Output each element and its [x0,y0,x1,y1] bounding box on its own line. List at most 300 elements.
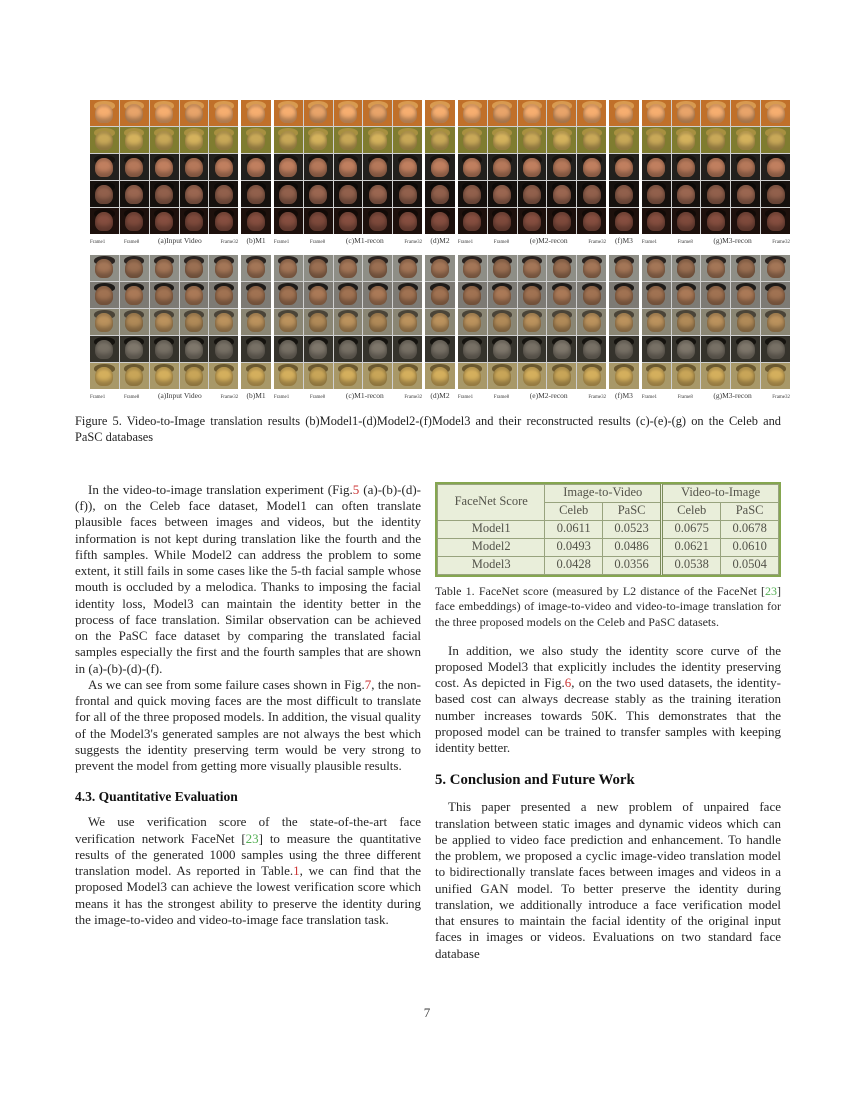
face-thumbnail [363,363,392,389]
text-segment: , on the two used datasets, the identity-based cost can always decrease stably as the training iteration number increases towards 50K. This demonstrates that the proposed model can be trained to transfer samples with keeping identity better. [435,675,781,756]
face-thumbnail [120,336,149,362]
table-subheader: Celeb [545,502,603,520]
face-thumbnail [488,336,517,362]
reference-red: 1 [293,863,300,878]
score-cell: 0.0538 [662,556,721,574]
face-thumbnail [120,255,149,281]
face-thumbnail [642,309,671,335]
table-group-video-to-image: Video-to-Image [662,484,779,502]
face-thumbnail [304,154,333,180]
face-thumbnail [731,363,760,389]
face-thumbnail [241,208,271,234]
table-subheader: Celeb [662,502,721,520]
figure-block-labels [241,389,271,404]
frame-label: Frame8 [309,240,326,245]
face-thumbnail [672,363,701,389]
figure-block [274,100,422,249]
face-thumbnail [150,336,179,362]
face-thumbnail [274,255,303,281]
face-thumbnail [488,154,517,180]
face-thumbnail [209,282,238,308]
paragraph [75,482,421,677]
page-content [75,100,791,962]
face-thumbnail [731,282,760,308]
face-thumbnail [701,282,730,308]
face-thumbnail [731,208,760,234]
face-thumbnail [577,282,606,308]
facenet-score-table [437,484,779,575]
score-cell: 0.0356 [603,556,662,574]
face-thumbnail [488,181,517,207]
face-thumbnail [363,181,392,207]
face-thumbnail [363,127,392,153]
face-thumbnail [761,154,790,180]
face-thumbnail [518,282,547,308]
frame-label: Frame1 [90,240,106,245]
face-thumbnail [363,336,392,362]
face-thumbnail [209,208,238,234]
text-segment: , we can find that the proposed Model3 can achieve the lowest verification score which means it has the strongest ability to preserve the identity during the image-to-video and video-to-image face translation task. [75,863,421,927]
face-thumbnail [90,154,119,180]
face-grid [274,255,422,389]
face-grid [90,100,238,234]
face-thumbnail [761,363,790,389]
figure-block-labels [274,234,422,249]
face-thumbnail [731,336,760,362]
face-thumbnail [458,309,487,335]
face-thumbnail [642,208,671,234]
text-segment: ] face embeddings) of image-to-video and video-to-image translation for the three proposed models on the Celeb and PaSC datasets. [435,583,781,629]
face-thumbnail [458,363,487,389]
face-thumbnail [425,282,455,308]
text-segment: ] to measure the quantitative results of the generated 1000 samples using the three different translation model. As reported in Table. [75,830,421,878]
block-label: (d)M2 [430,391,450,400]
left-column [75,482,421,962]
face-thumbnail [458,154,487,180]
reference-green: 23 [765,583,777,598]
body-columns [75,482,781,962]
face-thumbnail [274,336,303,362]
block-label: (b)M1 [246,236,266,245]
face-thumbnail [393,181,422,207]
face-thumbnail [701,255,730,281]
table-caption [435,584,781,631]
score-cell: 0.0621 [662,538,721,556]
face-thumbnail [241,336,271,362]
face-thumbnail [274,282,303,308]
figure-5 [75,100,791,446]
figure-block [241,100,271,249]
face-thumbnail [180,154,209,180]
face-thumbnail [518,363,547,389]
face-thumbnail [547,309,576,335]
face-thumbnail [209,181,238,207]
face-thumbnail [274,309,303,335]
face-thumbnail [577,181,606,207]
frame-label: Frame1 [457,240,474,245]
face-thumbnail [120,154,149,180]
face-thumbnail [609,127,639,153]
paragraph [435,643,781,757]
face-thumbnail [425,363,455,389]
block-label: (a)Input Video [157,236,202,245]
frame-label: Frame32 [404,395,423,400]
face-thumbnail [761,208,790,234]
face-thumbnail [334,336,363,362]
face-thumbnail [425,255,455,281]
face-thumbnail [304,127,333,153]
face-thumbnail [518,100,547,126]
face-thumbnail [241,282,271,308]
face-thumbnail [393,309,422,335]
face-thumbnail [334,363,363,389]
frame-label: Frame8 [677,240,693,245]
face-thumbnail [90,309,119,335]
face-thumbnail [642,282,671,308]
table-group-image-to-video: Image-to-Video [545,484,662,502]
face-thumbnail [458,208,487,234]
frame-label: Frame8 [677,395,693,400]
face-thumbnail [150,127,179,153]
frame-label: Frame32 [220,240,239,245]
face-thumbnail [120,100,149,126]
score-cell: 0.0611 [545,520,603,538]
text-segment: As we can see from some failure cases shown in Fig. [88,676,365,692]
face-thumbnail [304,363,333,389]
face-thumbnail [642,100,671,126]
block-label: (f)M3 [614,236,633,245]
face-thumbnail [609,154,639,180]
face-thumbnail [363,309,392,335]
face-thumbnail [304,255,333,281]
figure-block-labels [458,234,606,249]
face-thumbnail [577,336,606,362]
face-thumbnail [577,154,606,180]
frame-label: Frame32 [772,395,791,400]
face-thumbnail [547,282,576,308]
frame-label: Frame1 [457,395,474,400]
face-thumbnail [209,336,238,362]
table-row [438,538,779,556]
face-thumbnail [672,181,701,207]
face-thumbnail [672,154,701,180]
face-thumbnail [761,100,790,126]
block-label: (e)M2-recon [529,391,568,400]
face-thumbnail [120,282,149,308]
face-thumbnail [120,363,149,389]
face-thumbnail [672,255,701,281]
face-thumbnail [274,154,303,180]
reference-red: 5 [352,481,360,497]
text-segment: We use verification score of the state-of-the-art face verification network FaceNet [ [75,814,421,846]
face-thumbnail [701,363,730,389]
face-thumbnail [363,100,392,126]
frame-label: Frame1 [273,395,290,400]
page-number: 7 [423,1005,431,1020]
face-thumbnail [393,255,422,281]
face-thumbnail [731,309,760,335]
face-grid [458,100,606,234]
face-thumbnail [241,255,271,281]
face-thumbnail [425,336,455,362]
face-thumbnail [393,282,422,308]
face-thumbnail [209,100,238,126]
face-thumbnail [577,127,606,153]
face-thumbnail [334,154,363,180]
face-thumbnail [209,309,238,335]
figure-block [458,255,606,404]
face-thumbnail [488,127,517,153]
figure-block-labels [642,389,790,404]
face-thumbnail [547,181,576,207]
face-thumbnail [488,208,517,234]
face-thumbnail [731,181,760,207]
face-thumbnail [425,127,455,153]
frame-label: Frame32 [220,395,239,400]
face-grid [241,100,271,234]
face-thumbnail [274,181,303,207]
table-row [438,520,779,538]
face-thumbnail [642,336,671,362]
face-thumbnail [672,336,701,362]
table-subheader: PaSC [603,502,662,520]
face-thumbnail [425,208,455,234]
face-thumbnail [672,127,701,153]
face-thumbnail [393,208,422,234]
face-thumbnail [334,208,363,234]
block-label: (g)M3-recon [713,391,752,400]
figure-block-labels [241,234,271,249]
reference-red: 7 [364,676,372,692]
face-thumbnail [363,255,392,281]
face-thumbnail [518,181,547,207]
face-thumbnail [209,127,238,153]
table-row [438,556,779,574]
score-cell: 0.0493 [545,538,603,556]
face-thumbnail [458,100,487,126]
figure-block [609,255,639,404]
section-heading-conclusion: 5. Conclusion and Future Work [435,772,635,789]
face-thumbnail [90,100,119,126]
face-thumbnail [547,154,576,180]
face-thumbnail [425,100,455,126]
text-segment: Table 1. FaceNet score (measured by L2 distance of the FaceNet [ [435,583,765,598]
face-thumbnail [150,363,179,389]
face-thumbnail [363,154,392,180]
face-thumbnail [274,208,303,234]
face-grid [274,100,422,234]
face-thumbnail [90,127,119,153]
model-name: Model2 [438,538,545,556]
table-1 [435,482,781,577]
face-thumbnail [672,208,701,234]
face-grid [241,255,271,389]
figure-block-labels [458,389,606,404]
face-grid [609,100,639,234]
face-thumbnail [458,336,487,362]
face-thumbnail [150,309,179,335]
face-thumbnail [609,309,639,335]
score-cell: 0.0504 [721,556,779,574]
table-corner-cell: FaceNet Score [438,484,545,520]
face-thumbnail [701,154,730,180]
face-thumbnail [701,181,730,207]
face-thumbnail [642,154,671,180]
face-thumbnail [488,309,517,335]
block-label: (f)M3 [614,391,633,400]
face-thumbnail [334,282,363,308]
face-thumbnail [642,127,671,153]
figure-block-labels [425,389,455,404]
paragraph [75,677,421,775]
face-thumbnail [458,255,487,281]
face-thumbnail [761,127,790,153]
face-thumbnail [547,127,576,153]
figure-block-labels [609,234,639,249]
face-thumbnail [609,100,639,126]
score-cell: 0.0610 [721,538,779,556]
face-thumbnail [672,100,701,126]
face-thumbnail [150,154,179,180]
face-thumbnail [209,255,238,281]
frame-label: Frame1 [641,395,658,400]
figure-block [90,255,238,404]
block-label: (e)M2-recon [529,236,568,245]
face-thumbnail [609,363,639,389]
face-thumbnail [393,336,422,362]
face-thumbnail [642,181,671,207]
face-thumbnail [731,127,760,153]
frame-label: Frame32 [588,240,607,245]
face-thumbnail [150,208,179,234]
face-thumbnail [642,363,671,389]
face-thumbnail [150,100,179,126]
face-thumbnail [609,208,639,234]
figure-block [609,100,639,249]
face-thumbnail [518,154,547,180]
face-thumbnail [120,208,149,234]
frame-label: Frame8 [123,240,140,245]
face-thumbnail [304,336,333,362]
face-thumbnail [274,363,303,389]
face-thumbnail [672,309,701,335]
frame-label: Frame8 [493,240,510,245]
face-thumbnail [761,255,790,281]
face-thumbnail [488,100,517,126]
face-thumbnail [150,255,179,281]
figure-block-labels [274,389,422,404]
table-subheader: PaSC [721,502,779,520]
face-thumbnail [180,127,209,153]
face-thumbnail [701,127,730,153]
face-thumbnail [304,181,333,207]
face-thumbnail [518,255,547,281]
face-thumbnail [180,255,209,281]
face-thumbnail [120,181,149,207]
face-thumbnail [120,127,149,153]
frame-label: Frame1 [641,240,658,245]
face-thumbnail [334,309,363,335]
face-thumbnail [334,255,363,281]
text-segment: In addition, we also study the identity score curve of the proposed Model3 that explicitly includes the identity preserving cost. As depicted in Fig. [435,642,781,691]
face-thumbnail [577,255,606,281]
face-thumbnail [425,181,455,207]
frame-label: Frame1 [273,240,290,245]
face-thumbnail [304,208,333,234]
figure-caption: Figure 5. Video-to-Image translation results (b)Model1-(d)Model2-(f)Model3 and their reconstructed results (c)-(e)-(g) on the Celeb and PaSC databases [75,414,781,445]
face-thumbnail [241,181,271,207]
frame-label: Frame32 [588,395,607,400]
face-thumbnail [241,309,271,335]
right-column [435,482,781,962]
face-thumbnail [609,181,639,207]
text-segment: (a)-(b)-(d)-(f)), on the Celeb face dataset, Model1 can often translate plausible faces between images and videos, but the identity information is not kept during translation like the fourth and the fifth samples. While Model2 can address the problem to some extent, it still fails in some cases like the 5-th facial sample whose mouth is occluded by a melodica. Thanks to imposing the facial identity loss, Model3 can maintain the identity better in the process of face translation. Similar observation can be achieved on the PaSC face dataset by comparing the translated facial samples especially the first and the fourth samples that are shown in (a)-(b)-(d)-(f). [75,481,421,676]
score-cell: 0.0523 [603,520,662,538]
block-label: (g)M3-recon [713,236,752,245]
face-thumbnail [701,309,730,335]
score-cell: 0.0675 [662,520,721,538]
figure-row-pasc [90,255,790,404]
figure-block [241,255,271,404]
face-thumbnail [241,127,271,153]
face-thumbnail [150,181,179,207]
figure-block [274,255,422,404]
figure-block [425,255,455,404]
face-thumbnail [274,127,303,153]
face-thumbnail [274,100,303,126]
face-thumbnail [209,154,238,180]
face-thumbnail [761,336,790,362]
face-thumbnail [241,154,271,180]
face-thumbnail [393,363,422,389]
face-thumbnail [90,363,119,389]
figure-block-labels [90,234,238,249]
frame-label: Frame32 [772,240,791,245]
face-thumbnail [425,309,455,335]
face-thumbnail [90,255,119,281]
face-thumbnail [761,309,790,335]
model-name: Model3 [438,556,545,574]
face-thumbnail [701,100,730,126]
face-thumbnail [642,255,671,281]
face-grid [425,255,455,389]
text-segment: In the video-to-image translation experiment (Fig. [88,481,353,497]
reference-green: 23 [245,830,259,846]
figure-block [642,255,790,404]
block-label: (a)Input Video [157,391,202,400]
face-thumbnail [334,127,363,153]
face-thumbnail [731,154,760,180]
frame-label: Frame32 [404,240,423,245]
face-thumbnail [334,100,363,126]
face-thumbnail [180,363,209,389]
face-thumbnail [393,100,422,126]
frame-label: Frame8 [309,395,326,400]
block-label: (b)M1 [246,391,266,400]
figure-block-labels [425,234,455,249]
face-thumbnail [180,208,209,234]
face-grid [425,100,455,234]
face-grid [642,255,790,389]
face-thumbnail [547,208,576,234]
face-thumbnail [488,282,517,308]
text-segment: , the non-frontal and quick moving faces are the most difficult to translate for all of the three proposed models. In addition, the visual quality of the Model3's generated samples are not always the best which suggests the identity preserving term would be very strong to prevent the model from getting more visually plausible results. [75,676,421,773]
block-label: (c)M1-recon [345,236,384,245]
figure-block [425,100,455,249]
face-thumbnail [609,336,639,362]
face-thumbnail [609,282,639,308]
figure-block-labels [90,389,238,404]
